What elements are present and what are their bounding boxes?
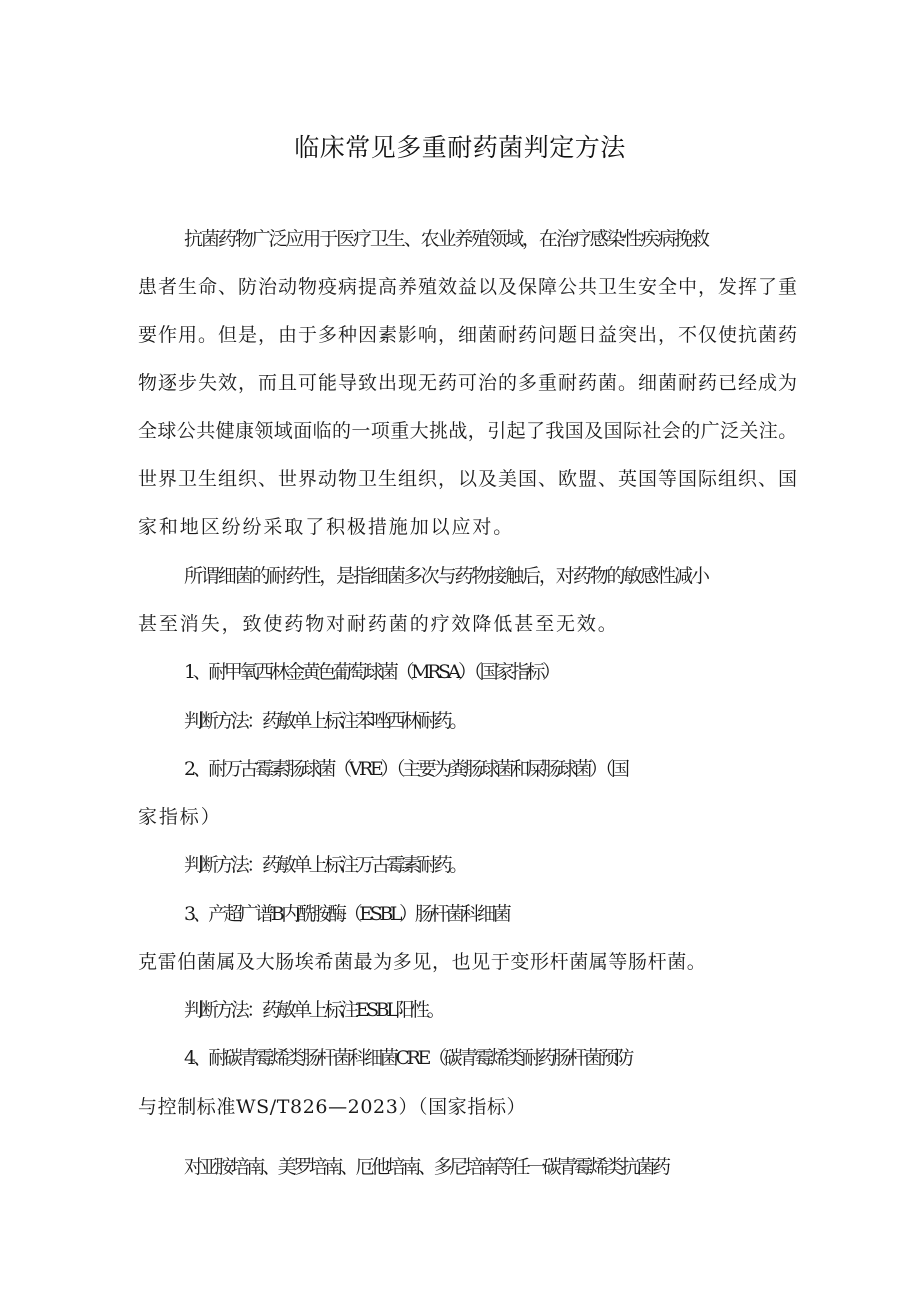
section-4-heading: 4、耐碳青霉烯类肠杆菌科细菌CRE（碳青霉烯类耐药肠杆菌预防 xyxy=(184,1047,631,1069)
section-3-note: 克雷伯菌属及大肠埃希菌最为多见，也见于变形杆菌属等肠杆菌。 xyxy=(138,951,707,973)
section-2-heading-cont: 家指标） xyxy=(138,806,222,828)
intro-paragraph-line: 要作用。但是，由于多种因素影响，细菌耐药问题日益突出，不仅使抗菌药 xyxy=(138,324,799,346)
section-4-heading-cont: 与控制标准WS/T826—2023）（国家指标） xyxy=(138,1096,527,1118)
intro-paragraph-line: 物逐步失效，而且可能导致出现无药可治的多重耐药菌。细菌耐药已经成为 xyxy=(138,372,799,394)
intro-paragraph-line: 世界卫生组织、世界动物卫生组织，以及美国、欧盟、英国等国际组织、国 xyxy=(138,468,799,490)
section-2-method: 判断方法：药敏单上标注万古霉素耐药。 xyxy=(184,854,465,876)
section-1-heading: 1、耐甲氧西林金黄色葡萄球菌（MRSA）（国家指标） xyxy=(184,661,558,683)
definition-paragraph-line: 所谓细菌的耐药性，是指细菌多次与药物接触后，对药物的敏感性减小 xyxy=(184,565,708,587)
section-4-note: 对亚胺培南、美罗培南、厄他培南、多尼培南等任一碳青霉烯类抗菌药 xyxy=(184,1156,668,1178)
section-3-heading: 3、产超广谱B内酰胺酶（ESBL）肠杆菌科细菌 xyxy=(184,903,509,925)
section-3-method: 判断方法：药敏单上标注ESBL阳性。 xyxy=(184,999,443,1021)
intro-paragraph-line: 家和地区纷纷采取了积极措施加以应对。 xyxy=(138,516,515,538)
section-1-method: 判断方法：药敏单上标注苯唑西林耐药。 xyxy=(184,710,465,732)
definition-paragraph-line: 甚至消失，致使药物对耐药菌的疗效降低甚至无效。 xyxy=(138,613,619,635)
intro-paragraph-line: 抗菌药物广泛应用于医疗卫生、农业养殖领域，在治疗感染性疾病挽救 xyxy=(184,228,708,250)
section-2-heading: 2、耐万古霉素肠球菌（VRE）（主要为粪肠球菌和屎肠球菌）（国 xyxy=(184,758,627,780)
page-title: 临床常见多重耐药菌判定方法 xyxy=(294,133,626,162)
intro-paragraph-line: 全球公共健康领域面临的一项重大挑战，引起了我国及国际社会的广泛关注。 xyxy=(138,420,798,442)
intro-paragraph-line: 患者生命、防治动物疫病提高养殖效益以及保障公共卫生安全中，发挥了重 xyxy=(138,276,799,298)
